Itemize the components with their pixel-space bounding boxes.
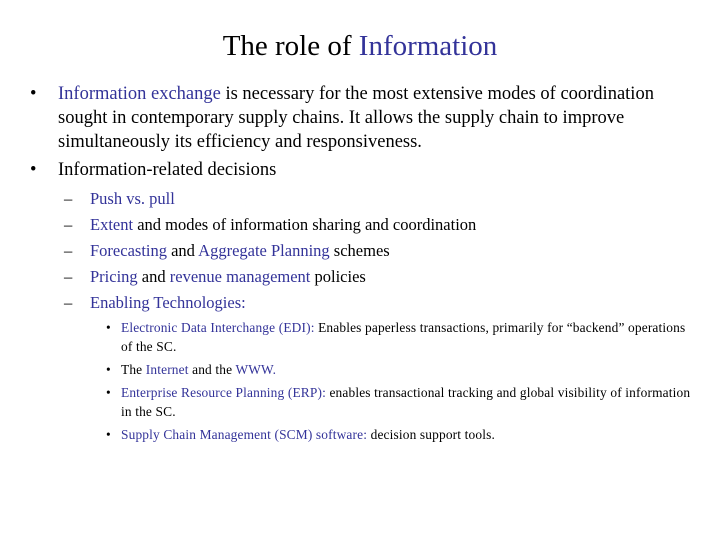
bullet-list	[0, 82, 720, 448]
sub-item-highlight: Push vs. pull	[90, 189, 175, 208]
bullet-marker: •	[106, 385, 111, 400]
sub-item-highlight: Pricing	[90, 267, 138, 286]
dash-marker: –	[64, 215, 73, 234]
sub-item-highlight: Forecasting	[90, 241, 167, 260]
tech-item-highlight: Electronic Data Interchange (EDI):	[121, 320, 315, 335]
sub-item-pricing	[0, 264, 720, 290]
sub-item-extent	[0, 212, 720, 238]
sub-item-highlight-2: revenue management	[169, 267, 311, 286]
decision-sublist	[0, 186, 720, 444]
tech-item-text: enables transactional tracking and global visibility of information in the SC.	[121, 385, 691, 419]
tech-item-scm	[0, 425, 720, 444]
tech-item-highlight-2: WWW.	[235, 362, 277, 377]
bullet-text: Information-related decisions	[58, 160, 277, 180]
sub-item-enabling-technologies	[0, 290, 720, 316]
sub-item-highlight-2: Aggregate Planning	[198, 241, 330, 260]
tech-item-highlight: Internet	[145, 362, 189, 377]
sub-item-highlight: Extent	[90, 215, 134, 234]
sub-item-highlight: Enabling Technologies:	[90, 293, 246, 312]
dash-marker: –	[64, 267, 73, 286]
title-plain: The role of	[222, 30, 359, 62]
tech-item-internet	[0, 360, 720, 379]
tech-item-erp	[0, 383, 720, 421]
bullet-marker: •	[106, 427, 111, 442]
sub-item-text: and modes of information sharing and coordination	[133, 215, 477, 234]
bullet-marker: •	[30, 84, 37, 104]
sub-item-text: schemes	[329, 241, 390, 260]
sub-item-forecasting	[0, 238, 720, 264]
bullet-marker: •	[106, 362, 111, 377]
sub-item-push-pull	[0, 186, 720, 212]
bullet-lead: Information exchange	[58, 84, 221, 104]
dash-marker: –	[64, 293, 73, 312]
tech-item-text: and the	[188, 362, 236, 377]
bullet-information-exchange	[0, 82, 720, 154]
dash-marker: –	[64, 241, 73, 260]
technology-sublist	[0, 318, 720, 444]
sub-item-text: policies	[310, 267, 366, 286]
tech-item-edi	[0, 318, 720, 356]
tech-item-text: Enables paperless transactions, primarily for “backend” operations of the SC.	[121, 320, 686, 354]
tech-item-highlight: Supply Chain Management (SCM) software:	[121, 427, 368, 442]
tech-item-text: The	[121, 362, 146, 377]
slide-title	[0, 28, 720, 64]
tech-item-highlight: Enterprise Resource Planning (ERP):	[121, 385, 326, 400]
bullet-marker: •	[106, 320, 111, 335]
title-highlight: Information	[358, 30, 498, 62]
dash-marker: –	[64, 189, 73, 208]
bullet-marker: •	[30, 160, 37, 180]
sub-item-text: and	[166, 241, 199, 260]
tech-item-text: decision support tools.	[367, 427, 495, 442]
sub-item-text: and	[137, 267, 170, 286]
bullet-information-decisions	[0, 158, 720, 182]
bullet-text: is necessary for the most extensive modes of coordination sought in contemporary supply chains. It allows the supply chain to improve simultaneously its efficiency and responsiveness.	[58, 84, 654, 152]
